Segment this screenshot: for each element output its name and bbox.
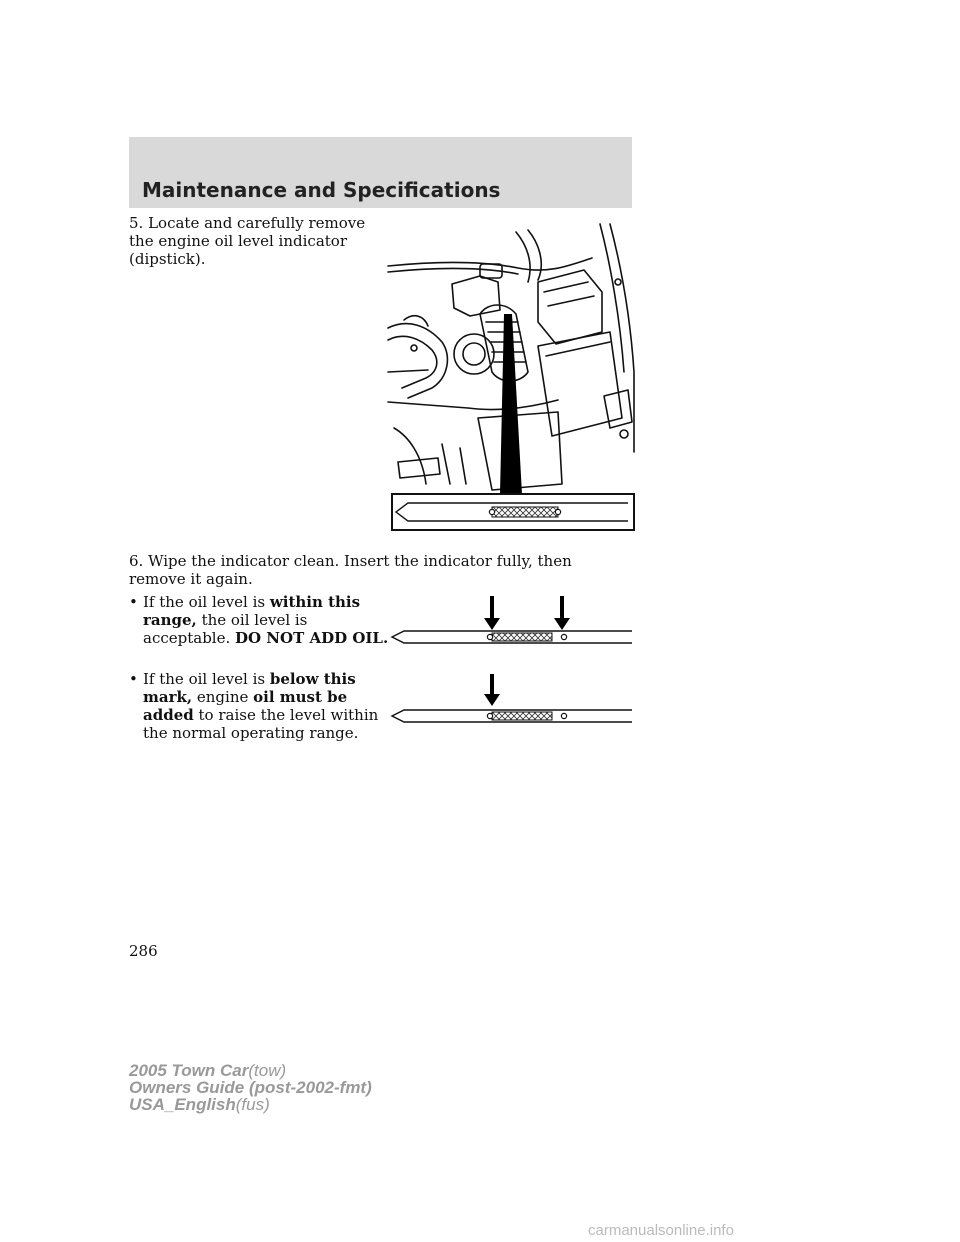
engine-bay-illustration bbox=[388, 222, 638, 534]
emphasis-run: within this range, bbox=[143, 593, 361, 629]
footer-line-3 bbox=[129, 1096, 372, 1113]
footer-model: 2005 Town Car bbox=[129, 1061, 249, 1080]
bullet-within-range bbox=[129, 593, 389, 647]
down-arrow-icon bbox=[484, 674, 500, 706]
watermark[interactable]: carmanualsonline.info bbox=[588, 1222, 734, 1239]
text-run: If the oil level is bbox=[143, 593, 270, 611]
text-run: the oil level is acceptable. bbox=[143, 611, 308, 647]
step-5-text: 5. Locate and carefully remove the engine oil level indicator (dipstick). bbox=[129, 214, 366, 268]
emphasis-run: DO NOT ADD OIL. bbox=[235, 629, 389, 647]
footer-language-code: (fus) bbox=[235, 1095, 270, 1114]
page-title: Maintenance and Specifications bbox=[142, 178, 501, 202]
footer-line-1 bbox=[129, 1062, 372, 1079]
text-run: engine bbox=[192, 688, 254, 706]
document-footer bbox=[129, 1062, 372, 1113]
step-6-text: 6. Wipe the indicator clean. Insert the indicator fully, then remove it again. bbox=[129, 552, 572, 588]
down-arrow-icon bbox=[554, 596, 570, 630]
bullet-text bbox=[143, 593, 389, 647]
text-run: to raise the level within the normal operating range. bbox=[143, 706, 379, 742]
dipstick-full-range-illustration bbox=[388, 596, 636, 652]
emphasis-run: below this mark, bbox=[143, 670, 356, 706]
down-arrow-icon bbox=[484, 596, 500, 630]
footer-line-2 bbox=[129, 1079, 372, 1096]
dipstick-low-level-illustration bbox=[388, 674, 636, 726]
footer-model-code: (tow) bbox=[248, 1061, 287, 1080]
bullet-text bbox=[143, 670, 389, 742]
bullet-marker: • bbox=[129, 670, 138, 688]
page-number: 286 bbox=[129, 942, 158, 960]
emphasis-run: oil must be added bbox=[143, 688, 348, 724]
footer-language: USA_English bbox=[129, 1095, 236, 1114]
footer-guide: Owners Guide (post-2002-fmt) bbox=[129, 1078, 372, 1097]
text-run: If the oil level is bbox=[143, 670, 270, 688]
dipstick-icon bbox=[392, 631, 632, 643]
bullet-below-mark bbox=[129, 670, 389, 742]
bullet-marker: • bbox=[129, 593, 138, 611]
dipstick-icon bbox=[392, 710, 632, 722]
